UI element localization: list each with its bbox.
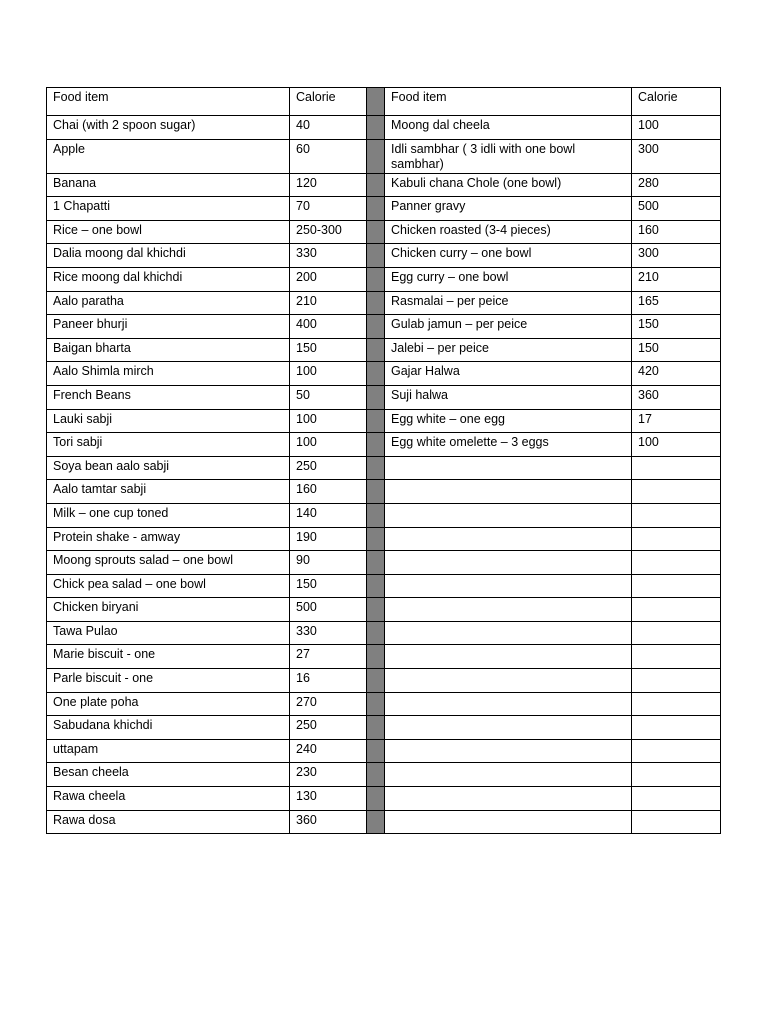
food-item-left-cell: Aalo tamtar sabji [47,480,290,504]
table-row [47,598,721,622]
calorie-left-cell: 130 [290,787,367,811]
calorie-left-cell: 250-300 [290,220,367,244]
calorie-right-cell: 100 [632,433,721,457]
table-row [47,315,721,339]
calorie-right-cell [632,669,721,693]
column-separator [367,173,385,197]
calorie-right-cell: 500 [632,197,721,221]
calorie-left-cell: 250 [290,716,367,740]
calorie-left-cell: 330 [290,244,367,268]
food-item-right-cell [385,456,632,480]
table-row [47,810,721,834]
header-calorie-right: Calorie [632,88,721,116]
column-separator [367,621,385,645]
table-row [47,433,721,457]
calorie-left-cell: 400 [290,315,367,339]
calorie-left-cell: 500 [290,598,367,622]
column-separator [367,315,385,339]
table-row [47,503,721,527]
calorie-right-cell: 160 [632,220,721,244]
food-item-right-cell: Egg curry – one bowl [385,267,632,291]
column-separator [367,456,385,480]
calorie-left-cell: 140 [290,503,367,527]
column-separator [367,338,385,362]
calorie-right-cell [632,598,721,622]
calorie-left-cell: 90 [290,551,367,575]
food-item-left-cell: Baigan bharta [47,338,290,362]
food-item-right-cell: Gulab jamun – per peice [385,315,632,339]
food-item-left-cell: Chick pea salad – one bowl [47,574,290,598]
column-separator [367,551,385,575]
food-item-left-cell: Lauki sabji [47,409,290,433]
column-separator [367,409,385,433]
header-food-item-right: Food item [385,88,632,116]
column-separator [367,787,385,811]
column-separator [367,88,385,116]
calorie-right-cell [632,480,721,504]
calorie-right-cell: 420 [632,362,721,386]
calorie-table-body [47,88,721,834]
table-row [47,621,721,645]
calorie-left-cell: 27 [290,645,367,669]
food-item-right-cell [385,716,632,740]
table-row [47,527,721,551]
food-item-right-cell [385,574,632,598]
calorie-right-cell: 280 [632,173,721,197]
calorie-right-cell [632,527,721,551]
food-item-right-cell [385,669,632,693]
column-separator [367,385,385,409]
calorie-right-cell: 210 [632,267,721,291]
calorie-table [46,87,721,834]
column-separator [367,810,385,834]
calorie-right-cell: 300 [632,139,721,173]
food-item-left-cell: Soya bean aalo sabji [47,456,290,480]
calorie-left-cell: 70 [290,197,367,221]
food-item-left-cell: Paneer bhurji [47,315,290,339]
food-item-left-cell: 1 Chapatti [47,197,290,221]
column-separator [367,763,385,787]
column-separator [367,433,385,457]
calorie-right-cell: 150 [632,315,721,339]
calorie-right-cell [632,645,721,669]
food-item-right-cell [385,527,632,551]
calorie-left-cell: 270 [290,692,367,716]
table-row [47,409,721,433]
calorie-left-cell: 230 [290,763,367,787]
food-item-left-cell: Rice – one bowl [47,220,290,244]
calorie-right-cell [632,810,721,834]
column-separator [367,598,385,622]
table-row [47,716,721,740]
calorie-right-cell [632,787,721,811]
calorie-left-cell: 16 [290,669,367,693]
column-separator [367,267,385,291]
table-row [47,763,721,787]
table-row [47,267,721,291]
food-item-right-cell [385,551,632,575]
table-row [47,197,721,221]
calorie-right-cell [632,551,721,575]
table-row [47,669,721,693]
calorie-left-cell: 330 [290,621,367,645]
table-row [47,220,721,244]
table-row [47,362,721,386]
food-item-left-cell: Tori sabji [47,433,290,457]
food-item-left-cell: Tawa Pulao [47,621,290,645]
food-item-left-cell: Protein shake - amway [47,527,290,551]
calorie-right-cell: 300 [632,244,721,268]
table-row [47,787,721,811]
calorie-right-cell [632,574,721,598]
column-separator [367,669,385,693]
food-item-right-cell: Jalebi – per peice [385,338,632,362]
calorie-left-cell: 160 [290,480,367,504]
food-item-left-cell: Marie biscuit - one [47,645,290,669]
calorie-left-cell: 120 [290,173,367,197]
food-item-right-cell: Chicken curry – one bowl [385,244,632,268]
food-item-right-cell [385,621,632,645]
food-item-right-cell [385,480,632,504]
calorie-left-cell: 360 [290,810,367,834]
table-row [47,456,721,480]
calorie-right-cell [632,456,721,480]
food-item-left-cell: Moong sprouts salad – one bowl [47,551,290,575]
food-item-left-cell: Parle biscuit - one [47,669,290,693]
table-row [47,338,721,362]
table-row [47,692,721,716]
column-separator [367,220,385,244]
food-item-right-cell: Gajar Halwa [385,362,632,386]
table-row [47,574,721,598]
calorie-right-cell [632,739,721,763]
food-item-left-cell: Rice moong dal khichdi [47,267,290,291]
food-item-left-cell: French Beans [47,385,290,409]
column-separator [367,527,385,551]
calorie-left-cell: 240 [290,739,367,763]
calorie-left-cell: 100 [290,362,367,386]
column-separator [367,244,385,268]
column-separator [367,645,385,669]
food-item-right-cell [385,787,632,811]
food-item-left-cell: Aalo Shimla mirch [47,362,290,386]
food-item-right-cell: Moong dal cheela [385,116,632,140]
calorie-right-cell [632,763,721,787]
calorie-left-cell: 210 [290,291,367,315]
calorie-right-cell: 17 [632,409,721,433]
header-calorie-left: Calorie [290,88,367,116]
calorie-right-cell [632,621,721,645]
food-item-right-cell: Suji halwa [385,385,632,409]
calorie-left-cell: 200 [290,267,367,291]
food-item-left-cell: Besan cheela [47,763,290,787]
food-item-right-cell [385,692,632,716]
column-separator [367,197,385,221]
calorie-right-cell: 165 [632,291,721,315]
food-item-left-cell: Dalia moong dal khichdi [47,244,290,268]
column-separator [367,116,385,140]
food-item-left-cell: Rawa dosa [47,810,290,834]
calorie-left-cell: 40 [290,116,367,140]
food-item-right-cell [385,645,632,669]
table-row [47,244,721,268]
column-separator [367,716,385,740]
column-separator [367,692,385,716]
food-item-left-cell: Rawa cheela [47,787,290,811]
calorie-right-cell [632,503,721,527]
food-item-right-cell: Idli sambhar ( 3 idli with one bowl sambhar) [385,139,632,173]
column-separator [367,362,385,386]
calorie-left-cell: 150 [290,574,367,598]
column-separator [367,139,385,173]
table-row [47,116,721,140]
table-row [47,480,721,504]
calorie-left-cell: 60 [290,139,367,173]
calorie-right-cell [632,716,721,740]
food-item-right-cell [385,810,632,834]
food-item-right-cell [385,739,632,763]
food-item-right-cell: Egg white omelette – 3 eggs [385,433,632,457]
column-separator [367,480,385,504]
calorie-left-cell: 250 [290,456,367,480]
calorie-left-cell: 190 [290,527,367,551]
column-separator [367,291,385,315]
food-item-right-cell: Rasmalai – per peice [385,291,632,315]
header-food-item-left: Food item [47,88,290,116]
food-item-left-cell: Sabudana khichdi [47,716,290,740]
calorie-right-cell [632,692,721,716]
table-row [47,739,721,763]
food-item-left-cell: One plate poha [47,692,290,716]
food-item-left-cell: Banana [47,173,290,197]
table-row [47,551,721,575]
calorie-right-cell: 360 [632,385,721,409]
food-item-right-cell [385,503,632,527]
table-row [47,173,721,197]
calorie-left-cell: 50 [290,385,367,409]
table-row [47,645,721,669]
food-item-right-cell: Egg white – one egg [385,409,632,433]
header-row [47,88,721,116]
food-item-left-cell: Aalo paratha [47,291,290,315]
food-item-right-cell: Panner gravy [385,197,632,221]
food-item-left-cell: Chicken biryani [47,598,290,622]
food-item-left-cell: Chai (with 2 spoon sugar) [47,116,290,140]
table-row [47,139,721,173]
food-item-right-cell [385,763,632,787]
calorie-left-cell: 100 [290,409,367,433]
food-item-right-cell [385,598,632,622]
calorie-left-cell: 100 [290,433,367,457]
column-separator [367,739,385,763]
food-item-right-cell: Chicken roasted (3-4 pieces) [385,220,632,244]
column-separator [367,574,385,598]
table-row [47,291,721,315]
calorie-left-cell: 150 [290,338,367,362]
food-item-left-cell: Apple [47,139,290,173]
food-item-right-cell: Kabuli chana Chole (one bowl) [385,173,632,197]
table-row [47,385,721,409]
column-separator [367,503,385,527]
food-item-left-cell: uttapam [47,739,290,763]
food-item-left-cell: Milk – one cup toned [47,503,290,527]
calorie-right-cell: 100 [632,116,721,140]
calorie-right-cell: 150 [632,338,721,362]
